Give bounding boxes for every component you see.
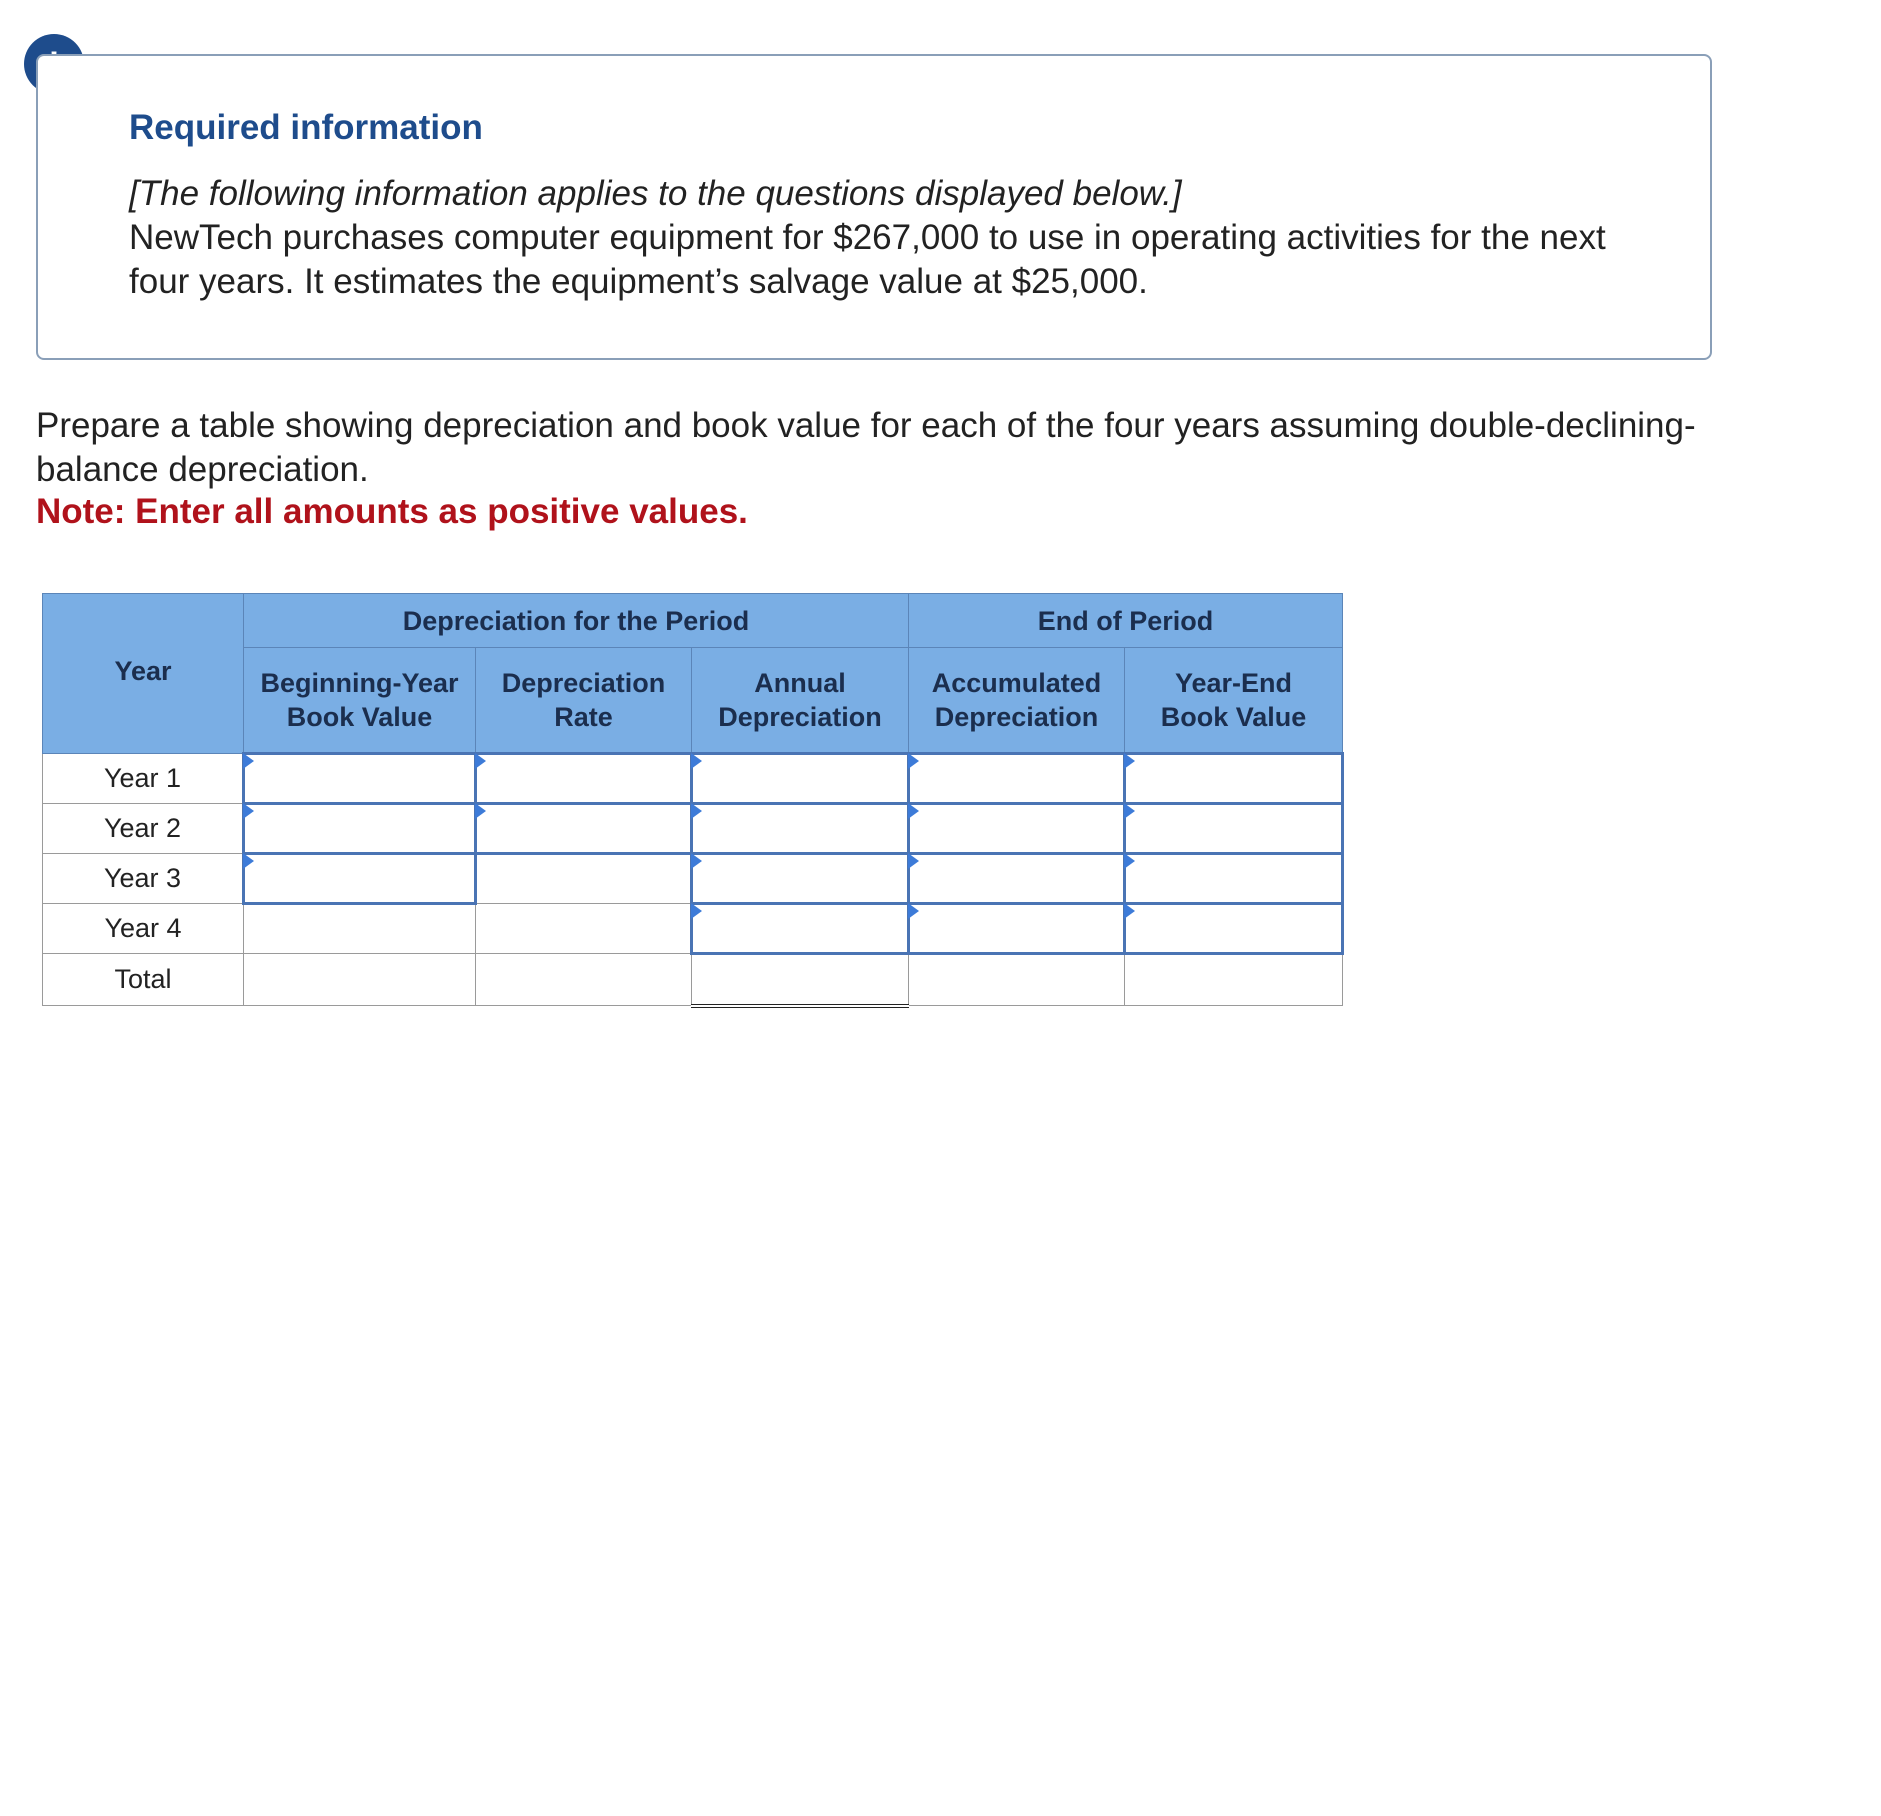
year-header: Year: [43, 594, 244, 754]
year1-annual-depreciation-input[interactable]: [692, 754, 909, 804]
year4-year-end-book-value-input[interactable]: [1125, 904, 1343, 954]
question-prompt: Prepare a table showing depreciation and book value for each of the four years assuming double-declining-balance depreciation.: [36, 406, 1696, 489]
empty-cell: [476, 854, 692, 904]
table-row: [43, 904, 1343, 954]
total-annual-depreciation-input[interactable]: [692, 954, 909, 1006]
empty-cell: [909, 954, 1125, 1006]
year2-depreciation-rate-input[interactable]: [476, 804, 692, 854]
year2-accumulated-depreciation-input[interactable]: [909, 804, 1125, 854]
year3-year-end-book-value-input[interactable]: [1125, 854, 1343, 904]
empty-cell: [244, 904, 476, 954]
empty-cell: [476, 904, 692, 954]
annual-depreciation-header: Annual Depreciation: [692, 648, 909, 754]
row-label: Year 4: [43, 904, 244, 954]
year2-annual-depreciation-input[interactable]: [692, 804, 909, 854]
depreciation-table: [42, 593, 1344, 1008]
year1-beginning-book-value-input[interactable]: [244, 754, 476, 804]
year-end-book-value-header: Year-End Book Value: [1125, 648, 1343, 754]
note-text: Note: Enter all amounts as positive values.: [36, 492, 748, 531]
row-label: Year 3: [43, 854, 244, 904]
table-row: [43, 754, 1343, 804]
empty-cell: [1125, 954, 1343, 1006]
required-info-box: [36, 54, 1712, 360]
year2-beginning-book-value-input[interactable]: [244, 804, 476, 854]
row-label: Total: [43, 954, 244, 1006]
info-title: Required information: [129, 108, 483, 147]
row-label: Year 2: [43, 804, 244, 854]
depreciation-period-header: Depreciation for the Period: [244, 594, 909, 648]
year3-accumulated-depreciation-input[interactable]: [909, 854, 1125, 904]
beginning-book-value-header: Beginning-Year Book Value: [244, 648, 476, 754]
year2-year-end-book-value-input[interactable]: [1125, 804, 1343, 854]
empty-cell: [476, 954, 692, 1006]
year4-accumulated-depreciation-input[interactable]: [909, 904, 1125, 954]
table-row: [43, 854, 1343, 904]
year3-beginning-book-value-input[interactable]: [244, 854, 476, 904]
year1-depreciation-rate-input[interactable]: [476, 754, 692, 804]
info-intro: [The following information applies to the questions displayed below.]: [129, 174, 1182, 213]
depreciation-rate-header: Depreciation Rate: [476, 648, 692, 754]
year4-annual-depreciation-input[interactable]: [692, 904, 909, 954]
year3-annual-depreciation-input[interactable]: [692, 854, 909, 904]
year1-accumulated-depreciation-input[interactable]: [909, 754, 1125, 804]
year1-year-end-book-value-input[interactable]: [1125, 754, 1343, 804]
accumulated-depreciation-header: Accumulated Depreciation: [909, 648, 1125, 754]
empty-cell: [244, 954, 476, 1006]
table-row: [43, 954, 1343, 1006]
table-row: [43, 804, 1343, 854]
info-body: NewTech purchases computer equipment for $267,000 to use in operating activities for the next four years. It estimates the equipment’s salvage value at $25,000.: [129, 218, 1606, 301]
end-of-period-header: End of Period: [909, 594, 1343, 648]
row-label: Year 1: [43, 754, 244, 804]
